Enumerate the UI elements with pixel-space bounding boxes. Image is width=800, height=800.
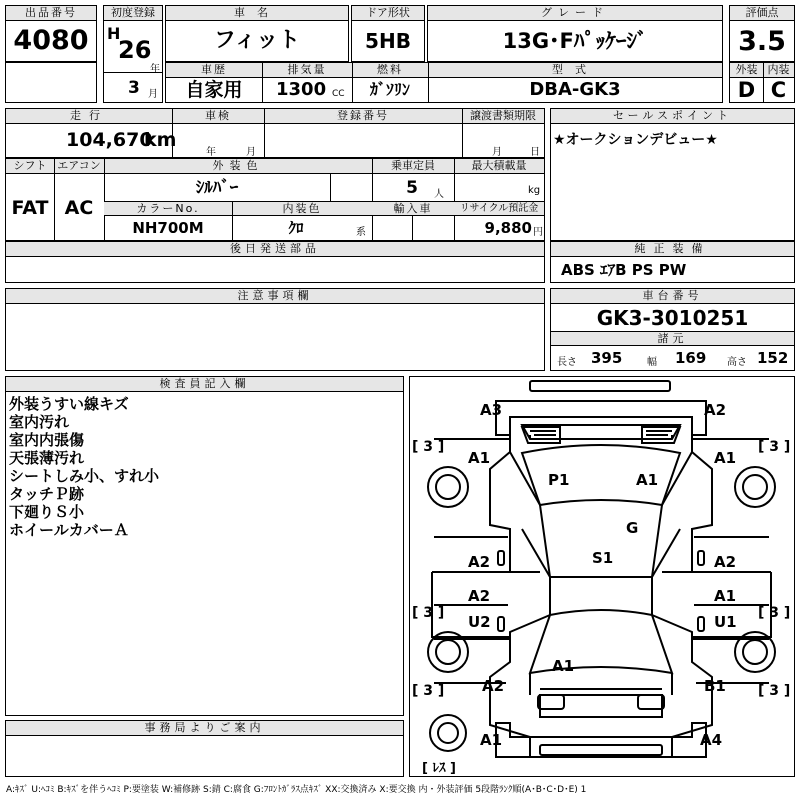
transfer-day-unit: 日: [530, 147, 540, 158]
inspector-remark-line: シートしみ小、すれ小: [9, 467, 160, 485]
notes-label: 注意事項欄: [6, 289, 544, 304]
displacement-label: 排気量: [262, 63, 352, 78]
damage-mark: A1: [468, 449, 491, 467]
mileage-unit: km: [144, 129, 177, 151]
capacity-unit: 人: [434, 189, 444, 200]
inspector-remark-line: 天張薄汚れ: [9, 449, 85, 467]
car-diagram-box: [409, 376, 795, 777]
inspector-remark-line: 下廻りＳ小: [9, 503, 85, 521]
score-value: 3.5: [738, 26, 786, 57]
office-label: 事務局よりご案内: [6, 721, 403, 736]
width-label: 幅: [647, 357, 657, 368]
history-row-box: [165, 62, 723, 103]
model-code-value: DBA-GK3: [529, 79, 621, 100]
mileage-value: 104,670: [66, 129, 153, 151]
damage-mark: S1: [592, 549, 614, 567]
transfer-month-unit: 月: [492, 147, 502, 158]
recycle-label: リサイクル預託金: [454, 201, 544, 216]
max-load-label: 最大積載量: [454, 159, 544, 174]
inspector-remark-line: 室内汚れ: [9, 413, 70, 431]
month-unit: 月: [148, 89, 158, 100]
score-box: [729, 5, 795, 62]
length-value: 395: [591, 349, 623, 367]
damage-mark: U1: [714, 613, 737, 631]
history-value: 自家用: [185, 79, 243, 101]
legend: A:ｷｽﾞ U:ﾍｺﾐ B:ｷｽﾞを伴うﾍｺﾐ P:要塗装 W:補修跡 S:錆 C:腐食 G:ﾌﾛﾝﾄｶﾞﾗｽ点ｷｽﾞ XX:交換済み X:要交換 内・外装評価 5段階ﾗﾝｸ順(A･B･C･D･E) 1: [6, 785, 587, 795]
doors-label: ドア形状: [352, 6, 424, 21]
equipment-box: [550, 241, 795, 283]
int-color-unit: 系: [356, 227, 366, 238]
max-load-unit: kg: [528, 185, 541, 196]
car-diagram: [410, 377, 793, 775]
office-box: [5, 720, 404, 777]
fuel-label: 燃料: [352, 63, 428, 78]
import-label: 輸入車: [372, 201, 454, 216]
exterior-grade-label: 外装: [730, 63, 763, 78]
inspector-remark-line: 室内内張傷: [9, 431, 85, 449]
inspection-label: 車検: [172, 109, 264, 124]
capacity-value: 5: [406, 178, 418, 198]
lot-number-box: [5, 5, 97, 62]
spare-tire: [430, 715, 466, 751]
doors-value: 5HB: [365, 29, 411, 53]
year-unit: 年: [150, 64, 160, 75]
interior-grade-label: 内装: [763, 63, 794, 78]
damage-mark: G: [626, 519, 639, 537]
registration-label: 登録番号: [264, 109, 462, 124]
later-parts-label: 後日発送部品: [6, 242, 544, 257]
color-no-label: カラーNo.: [104, 201, 232, 216]
capacity-label: 乗車定員: [372, 159, 454, 174]
later-parts-box: [5, 241, 545, 283]
front-bumper: [530, 381, 670, 391]
damage-mark: A1: [480, 731, 503, 749]
height-value: 152: [757, 349, 789, 367]
grade-box: [427, 5, 723, 62]
width-value: 169: [675, 349, 707, 367]
equipment-label: 純正装備: [551, 242, 794, 257]
chassis-value: GK3-3010251: [596, 306, 749, 330]
damage-mark: A4: [700, 731, 723, 749]
damage-mark: A2: [482, 677, 505, 695]
model-code-label: 型式: [428, 63, 722, 78]
tire-front-left: [428, 467, 468, 507]
first-registration-box: [103, 5, 163, 103]
tire-depth: [ 3 ]: [412, 439, 445, 455]
sales-point-label: セールスポイント: [551, 109, 794, 124]
inspection-year-unit: 年: [206, 147, 216, 158]
ext-color-label: 外装色: [104, 159, 372, 174]
inspector-remark-line: 外装うすい線キズ: [9, 395, 129, 413]
chassis-box: [550, 288, 795, 371]
damage-mark: A2: [468, 587, 491, 605]
fuel-value: ｶﾞｿﾘﾝ: [369, 80, 410, 99]
model-value: フィット: [213, 28, 301, 53]
ext-color-value: ｼﾙﾊﾞｰ: [195, 178, 239, 198]
mileage-row-box: [5, 108, 545, 158]
grade-detail-box: [729, 62, 795, 103]
model-box: [165, 5, 349, 62]
tire-front-right: [735, 467, 775, 507]
equipment-value: ABS ｴｱB PS PW: [561, 261, 687, 279]
mileage-label: 走行: [6, 109, 172, 124]
month-value: 3: [128, 78, 140, 98]
score-label: 評価点: [730, 6, 794, 21]
recycle-value: 9,880: [484, 219, 532, 237]
era-value: H: [107, 24, 121, 43]
inspector-remark-line: ホイールカバーＡ: [9, 521, 129, 539]
sales-point-value: ★オークションデビュー★: [553, 132, 718, 148]
tire-depth: [ 3 ]: [758, 605, 791, 621]
doors-box: [351, 5, 425, 62]
displacement-unit: CC: [332, 89, 345, 99]
lot-number-value: 4080: [13, 25, 89, 56]
damage-mark: B1: [704, 677, 726, 695]
history-label: 車歴: [166, 63, 262, 78]
grade-label: グレード: [428, 6, 722, 21]
damage-mark: P1: [548, 471, 570, 489]
dims-label: 諸元: [551, 331, 794, 346]
inspector-box: [5, 376, 404, 716]
damage-mark: A2: [468, 553, 491, 571]
grade-value: 13G･Fﾊﾟｯｹｰｼﾞ: [502, 29, 648, 53]
inspector-remark-line: タッチＰ跡: [9, 485, 85, 503]
transfer-deadline-label: 譲渡書類期限: [462, 109, 544, 124]
displacement-value: 1300: [276, 79, 327, 100]
sales-point-box: [550, 108, 795, 241]
front-outline: [496, 401, 706, 435]
lot-number-label: 出品番号: [6, 6, 96, 21]
tire-depth: [ 3 ]: [412, 605, 445, 621]
recycle-unit: 円: [533, 227, 543, 238]
int-color-label: 内装色: [232, 201, 372, 216]
rear-hatch: [540, 695, 662, 717]
year-value: 26: [118, 36, 152, 64]
shift-value: FAT: [11, 197, 49, 219]
damage-mark: A1: [714, 587, 737, 605]
inspection-month-unit: 月: [246, 147, 256, 158]
aircon-value: AC: [64, 197, 94, 219]
height-label: 高さ: [727, 357, 747, 368]
int-color-value: ｸﾛ: [288, 219, 304, 237]
spare-tire-note: [ ﾚｽ ]: [422, 761, 456, 776]
rear-bumper: [540, 745, 662, 755]
damage-mark: A1: [636, 471, 659, 489]
interior-grade-value: C: [770, 78, 787, 102]
damage-mark: A2: [704, 401, 727, 419]
damage-mark: A3: [480, 401, 503, 419]
exterior-grade-value: D: [737, 78, 756, 102]
spec-row-box: [5, 158, 545, 241]
tire-depth: [ 3 ]: [758, 439, 791, 455]
inspector-remarks: [9, 395, 159, 539]
notes-box: [5, 288, 545, 371]
damage-mark: A1: [552, 657, 575, 675]
damage-mark: A2: [714, 553, 737, 571]
tire-depth: [ 3 ]: [412, 683, 445, 699]
lot-number-lower-box: [5, 62, 97, 103]
damage-mark: A1: [714, 449, 737, 467]
model-label: 車名: [166, 6, 348, 21]
first-registration-label: 初度登録: [104, 6, 162, 21]
chassis-label: 車台番号: [551, 289, 794, 304]
inspector-label: 検査員記入欄: [6, 377, 403, 392]
color-no-value: NH700M: [132, 219, 204, 237]
tire-depth: [ 3 ]: [758, 683, 791, 699]
aircon-label: エアコン: [54, 159, 104, 174]
length-label: 長さ: [557, 357, 577, 368]
damage-mark: U2: [468, 613, 491, 631]
shift-label: シフト: [6, 159, 54, 174]
